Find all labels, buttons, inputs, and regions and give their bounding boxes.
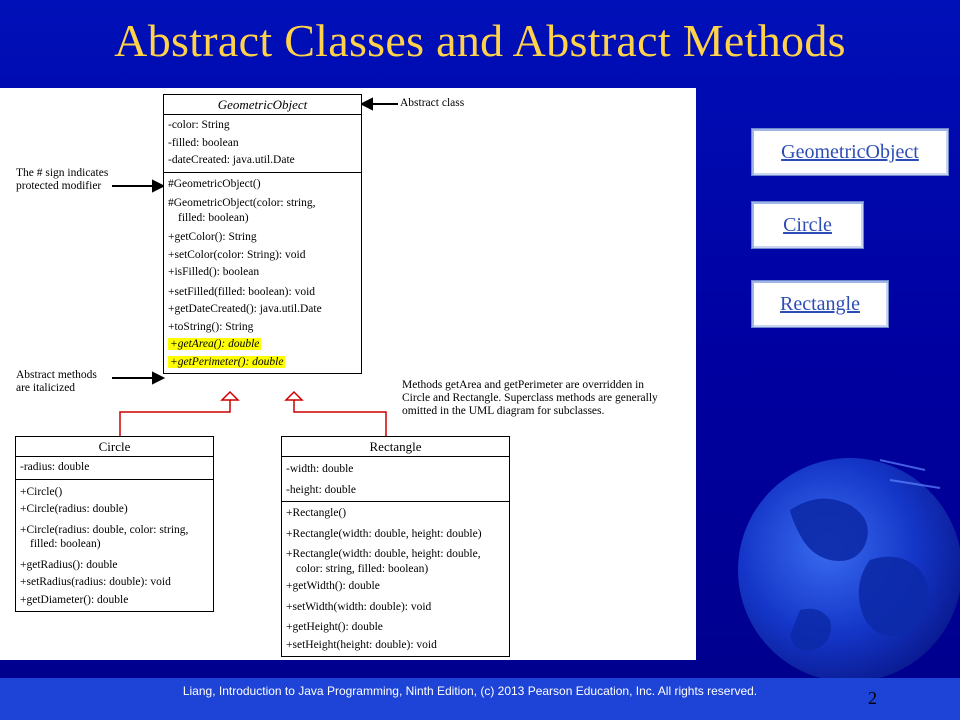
field: -dateCreated: java.util.Date bbox=[168, 154, 295, 166]
method: +getDateCreated(): java.util.Date bbox=[168, 303, 322, 315]
rectangle-class bbox=[281, 436, 510, 657]
method: +getColor(): String bbox=[168, 231, 257, 243]
abstract-methods-note-line: Abstract methods bbox=[16, 369, 97, 381]
circle-inheritance-line bbox=[120, 400, 230, 436]
abstract-method bbox=[168, 354, 357, 372]
method-continuation: color: string, filled: boolean) bbox=[296, 562, 429, 575]
class-name: GeometricObject bbox=[164, 95, 361, 115]
abstract-class-note: Abstract class bbox=[400, 97, 465, 109]
abstract-method-get-area: +getArea(): double bbox=[170, 338, 260, 350]
protected-note bbox=[16, 167, 108, 193]
rectangle-link-button[interactable]: Rectangle bbox=[751, 280, 889, 328]
method: +getHeight(): double bbox=[286, 621, 383, 633]
method: +Rectangle() bbox=[286, 507, 347, 519]
method: +toString(): String bbox=[168, 320, 254, 333]
field: -color: String bbox=[168, 119, 230, 131]
method: +isFilled(): boolean bbox=[168, 266, 260, 278]
slide-title: Abstract Classes and Abstract Methods bbox=[114, 15, 846, 66]
override-note-line: omitted in the UML diagram for subclasses. bbox=[402, 405, 605, 417]
method: +Circle(radius: double) bbox=[20, 503, 128, 515]
override-note-line: Methods getArea and getPerimeter are overridden in bbox=[402, 379, 645, 391]
override-note bbox=[402, 379, 658, 418]
fields-section bbox=[164, 115, 361, 173]
class-name: Circle bbox=[16, 437, 213, 457]
method: +setWidth(width: double): void bbox=[286, 600, 432, 613]
class-name: Rectangle bbox=[282, 437, 509, 457]
method: +getDiameter(): double bbox=[20, 593, 129, 606]
circle-link-button[interactable]: Circle bbox=[751, 201, 864, 249]
methods-section bbox=[282, 502, 509, 656]
field: -radius: double bbox=[20, 461, 90, 473]
abstract-methods-note-line: are italicized bbox=[16, 382, 76, 394]
fields-section bbox=[282, 457, 509, 502]
footer-copyright: Liang, Introduction to Java Programming, Ninth Edition, (c) 2013 Pearson Education, Inc. All rights reserved. bbox=[182, 684, 758, 698]
page-number: 2 bbox=[868, 688, 877, 708]
method: +getWidth(): double bbox=[286, 580, 380, 592]
protected-note-line: The # sign indicates bbox=[16, 167, 109, 179]
method: +Rectangle(width: double, height: double) bbox=[286, 527, 482, 540]
method: +Rectangle(width: double, height: double, bbox=[286, 548, 481, 560]
abstract-method bbox=[168, 336, 357, 354]
method: +setFilled(filled: boolean): void bbox=[168, 285, 316, 298]
protected-note-line: protected modifier bbox=[16, 180, 102, 192]
circle-class bbox=[15, 436, 214, 612]
field: -filled: boolean bbox=[168, 136, 239, 149]
method-continuation: filled: boolean) bbox=[178, 211, 249, 224]
override-note-line: Circle and Rectangle. Superclass methods are generally bbox=[402, 392, 658, 404]
field: -width: double bbox=[286, 463, 354, 475]
geometric-object-link-button[interactable]: GeometricObject bbox=[751, 128, 949, 176]
method: +Circle(radius: double, color: string, bbox=[20, 523, 189, 536]
method: +getRadius(): double bbox=[20, 558, 118, 571]
method: +Circle() bbox=[20, 485, 63, 498]
method-continuation: filled: boolean) bbox=[30, 538, 101, 550]
rectangle-inheritance-arrowhead bbox=[286, 392, 302, 400]
geometric-object-class bbox=[163, 94, 362, 374]
method: #GeometricObject(color: string, bbox=[168, 197, 316, 209]
method: +setHeight(height: double): void bbox=[286, 638, 437, 651]
method: +setColor(color: String): void bbox=[168, 248, 306, 261]
method: +setRadius(radius: double): void bbox=[20, 576, 171, 588]
rectangle-inheritance-line bbox=[294, 400, 386, 436]
circle-inheritance-arrowhead bbox=[222, 392, 238, 400]
fields-section bbox=[16, 457, 213, 480]
methods-section bbox=[164, 173, 361, 374]
methods-section bbox=[16, 480, 213, 612]
inheritance-arrows bbox=[120, 392, 386, 436]
abstract-method-get-perimeter: +getPerimeter(): double bbox=[170, 355, 284, 368]
method: #GeometricObject() bbox=[168, 177, 261, 190]
field: -height: double bbox=[286, 483, 356, 496]
abstract-methods-note bbox=[16, 369, 97, 395]
